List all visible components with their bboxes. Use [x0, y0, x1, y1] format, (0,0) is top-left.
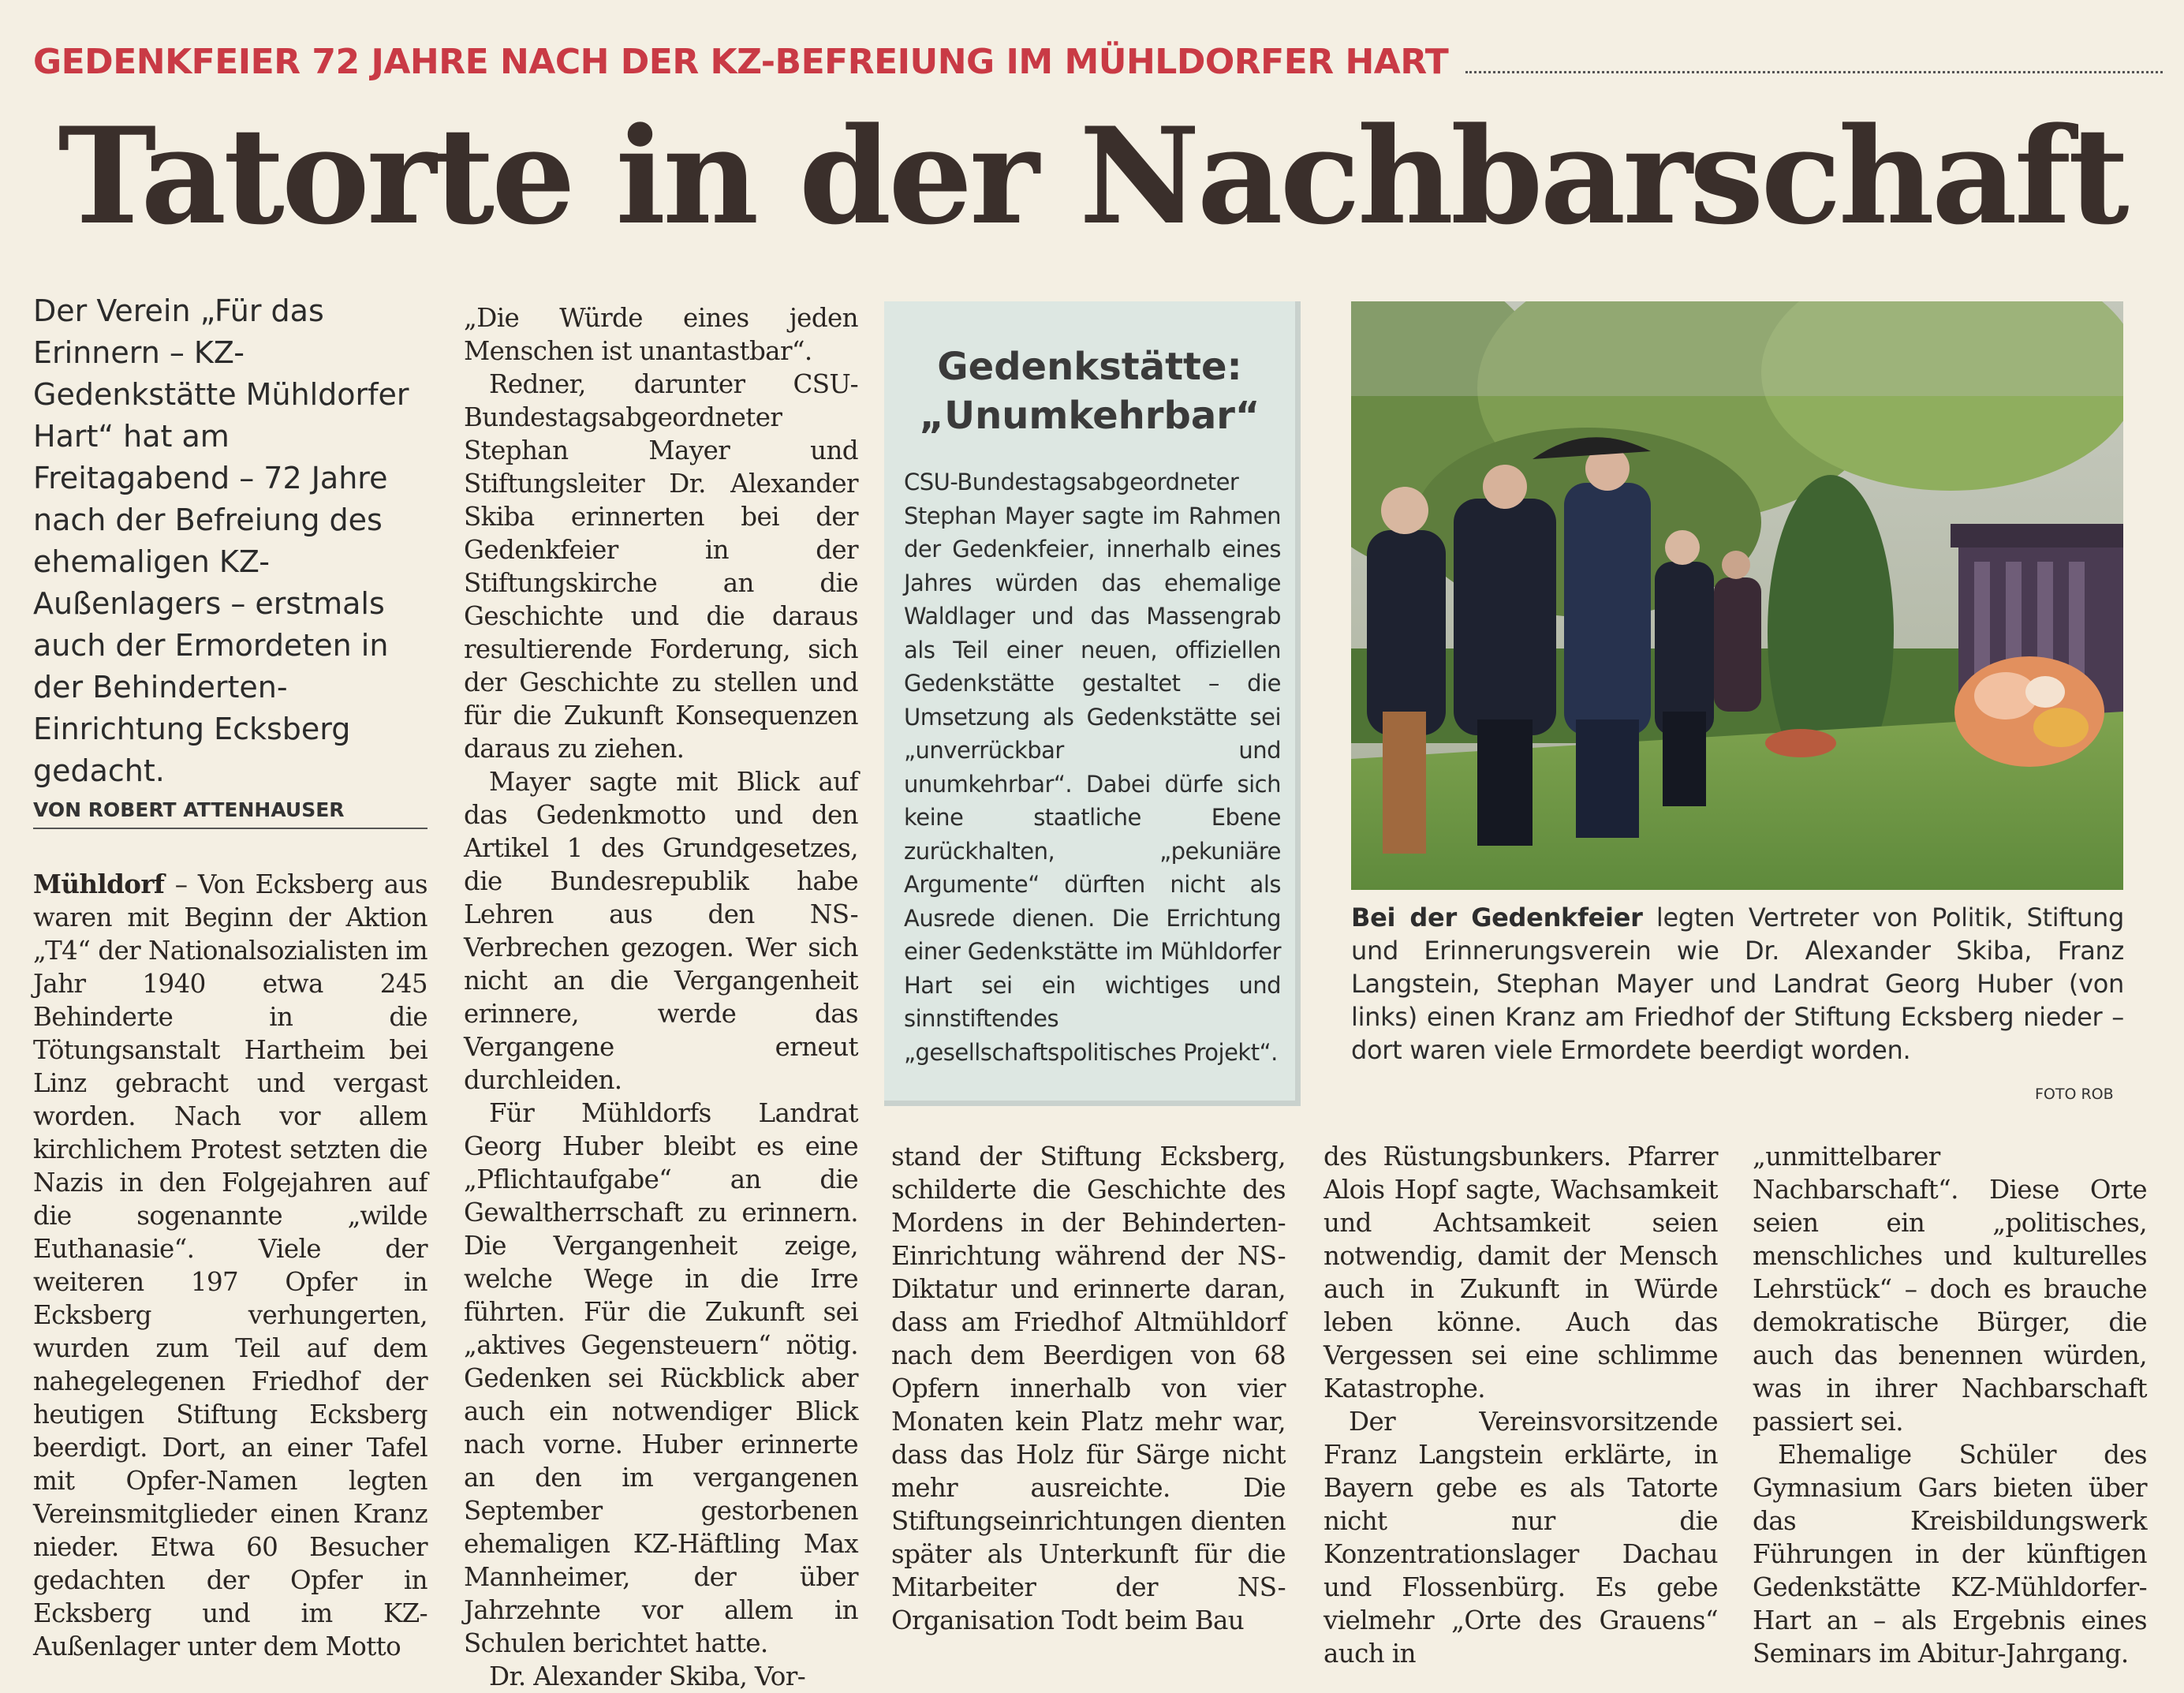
column-2-paragraph-2: Redner, darunter CSU-Bundestagsabgeordneter Stephan Mayer und Stiftungsleiter Dr. Alexander Skiba erinnerten bei der Gedenkfeier in der Stiftungskirche an die Geschichte und die daraus resultierende Forderung, sich der Geschichte zu stellen und für die Zukunft Konsequenzen daraus zu ziehen.: [464, 369, 858, 764]
memorial-photo: [1351, 301, 2123, 890]
kicker-text: GEDENKFEIER 72 JAHRE NACH DER KZ-BEFREIUNG IM MÜHLDORFER HART: [33, 41, 1449, 82]
intro-paragraph: Der Verein „Für das Erinnern – KZ-Gedenkstätte Mühldorfer Hart“ hat am Freitagabend – 72 Jahre nach der Befreiung des ehemaligen KZ-Außenlagers – erstmals auch der Ermordeten in der Behinderten-Einrichtung Ecksberg gedacht.: [33, 293, 409, 788]
headline: Tatorte in der Nachbarschaft: [58, 98, 2126, 254]
column-2-paragraph-3: Mayer sagte mit Blick auf das Gedenkmotto und den Artikel 1 des Grundgesetzes, die Bundesrepublik habe Lehren aus den NS-Verbrechen gezogen. Wer sich nicht an die Vergangenheit erinnere, werde das Vergangene erneut durchleiden.: [464, 767, 858, 1095]
column-2-paragraph-4: Für Mühldorfs Landrat Georg Huber bleibt es eine „Pflichtaufgabe“ an die Gewaltherrschaft zu erinnern. Die Vergangenheit zeige, welche Wege in die Irre führten. Für die Zukunft sei „aktives Gegensteuern“ nötig. Gedenken sei Rückblick aber auch ein notwendiger Blick nach vorne. Huber erinnerte an den im vergangenen September gestorbenen ehemaligen KZ-Häftling Max Mannheimer, der über Jahrzehnte vor allem in Schulen berichtet hatte.: [464, 1098, 858, 1658]
infobox: [884, 301, 1301, 1106]
column-2-paragraph-5: Dr. Alexander Skiba, Vor-: [489, 1661, 806, 1691]
column-4-paragraph-2: Der Vereinsvorsitzende Franz Langstein erklärte, in Bayern gebe es als Tatorte nicht nur die Konzentrationslager Dachau und Flossenbürg. Es gebe vielmehr „Orte des Grauens“ auch in: [1323, 1407, 1718, 1669]
photo-credit: FOTO ROB: [2035, 1086, 2114, 1103]
photo-caption: [1351, 901, 2124, 1067]
kicker-line: [33, 38, 2163, 85]
column-5-paragraph-2: Ehemalige Schüler des Gymnasium Gars bieten über das Kreisbildungswerk Führungen in der künftigen Gedenkstätte KZ-Mühldorfer-Hart an – als Ergebnis eines Seminars im Abitur-Jahrgang.: [1753, 1440, 2147, 1669]
article-column-1: [33, 868, 427, 1663]
byline: VON ROBERT ATTENHAUSER: [33, 798, 427, 829]
dateline: Mühldorf: [33, 869, 165, 899]
infobox-title: [884, 342, 1295, 440]
column-1-paragraph-1: – Von Ecksberg aus waren mit Beginn der Aktion „T4“ der Nationalsozialisten im Jahr 1940 etwa 245 Behinderte in die Tötungsanstalt Hartheim bei Linz gebracht und vergast worden. Nach vor allem kirchlichem Protest setzten die Nazis in den Folgejahren auf die sogenannte „wilde Euthanasie“. Viele der weiteren 197 Opfer in Ecksberg verhungerten, wurden zum Teil auf dem nahegelegenen Friedhof der heutigen Stiftung Ecksberg beerdigt. Dort, an einer Tafel mit Opfer-Namen legten Vereinsmitglieder einen Kranz nieder. Etwa 60 Besucher gedachten der Opfer in Ecksberg und im KZ-Außenlager unter dem Motto: [33, 869, 427, 1661]
column-5-paragraph-1: „unmittelbarer Nachbarschaft“. Diese Orte seien ein „politisches, menschliches und kulturelles Lehrstück“ – doch es brauche demokratische Bürger, die auch das benennen würden, was in ihrer Nachbarschaft passiert sei.: [1753, 1142, 2147, 1437]
column-3-paragraph-1: stand der Stiftung Ecksberg, schilderte die Geschichte des Mordens in der Behinderten-Einrichtung während der NS-Diktatur und erinnerte daran, dass am Friedhof Altmühldorf nach dem Beerdigen von 68 Opfern innerhalb von vier Monaten kein Platz mehr war, dass das Holz für Särge nicht mehr ausreichte. Die Stiftungseinrichtungen dienten später als Unterkunft für die Mitarbeiter der NS-Organisation Todt beim Bau: [891, 1142, 1286, 1635]
memorial-photo-illustration: [1351, 301, 2123, 890]
infobox-title-line-1: Gedenkstätte:: [937, 345, 1242, 389]
column-4-paragraph-1: des Rüstungsbunkers. Pfarrer Alois Hopf sagte, Wachsamkeit und Achtsamkeit seien notwendig, damit der Mensch auch in Zukunft in Würde leben könne. Auch das Vergessen sei eine schlimme Katastrophe.: [1323, 1142, 1718, 1403]
article-column-5: [1753, 1140, 2147, 1670]
article-column-2: [464, 301, 858, 1693]
article-column-3: [891, 1140, 1286, 1637]
infobox-body: CSU-Bundestagsabgeordneter Stephan Mayer sagte im Rahmen der Gedenkfeier, innerhalb eines Jahres würden das ehemalige Waldlager und das Massengrab als Teil einer neuen, offiziellen Gedenkstätte gestaltet – die Umsetzung als Gedenkstätte sei „unverrückbar und unumkehrbar“. Dabei dürfe sich keine staatliche Ebene zurückhalten, „pekuniäre Argumente“ dürften nicht als Ausrede dienen. Die Errichtung einer Gedenkstätte im Mühldorfer Hart sei ein wichtiges und sinnstiftendes „gesellschaftspolitisches Projekt“.: [904, 469, 1281, 1066]
caption-text: legten Vertreter von Politik, Stiftung und Erinnerungsverein wie Dr. Alexander Skiba, Franz Langstein, Stephan Mayer und Landrat Georg Huber (von links) einen Kranz am Friedhof der Stiftung Ecksberg nieder – dort waren viele Ermordete beerdigt worden.: [1351, 903, 2124, 1065]
column-2-paragraph-1: „Die Würde eines jeden Menschen ist unantastbar“.: [464, 303, 858, 366]
infobox-title-line-2: „Unumkehrbar“: [919, 394, 1260, 438]
kicker-dotted-rule: [1465, 71, 2163, 73]
article-column-4: [1323, 1140, 1718, 1670]
caption-lead: Bei der Gedenkfeier: [1351, 903, 1643, 932]
